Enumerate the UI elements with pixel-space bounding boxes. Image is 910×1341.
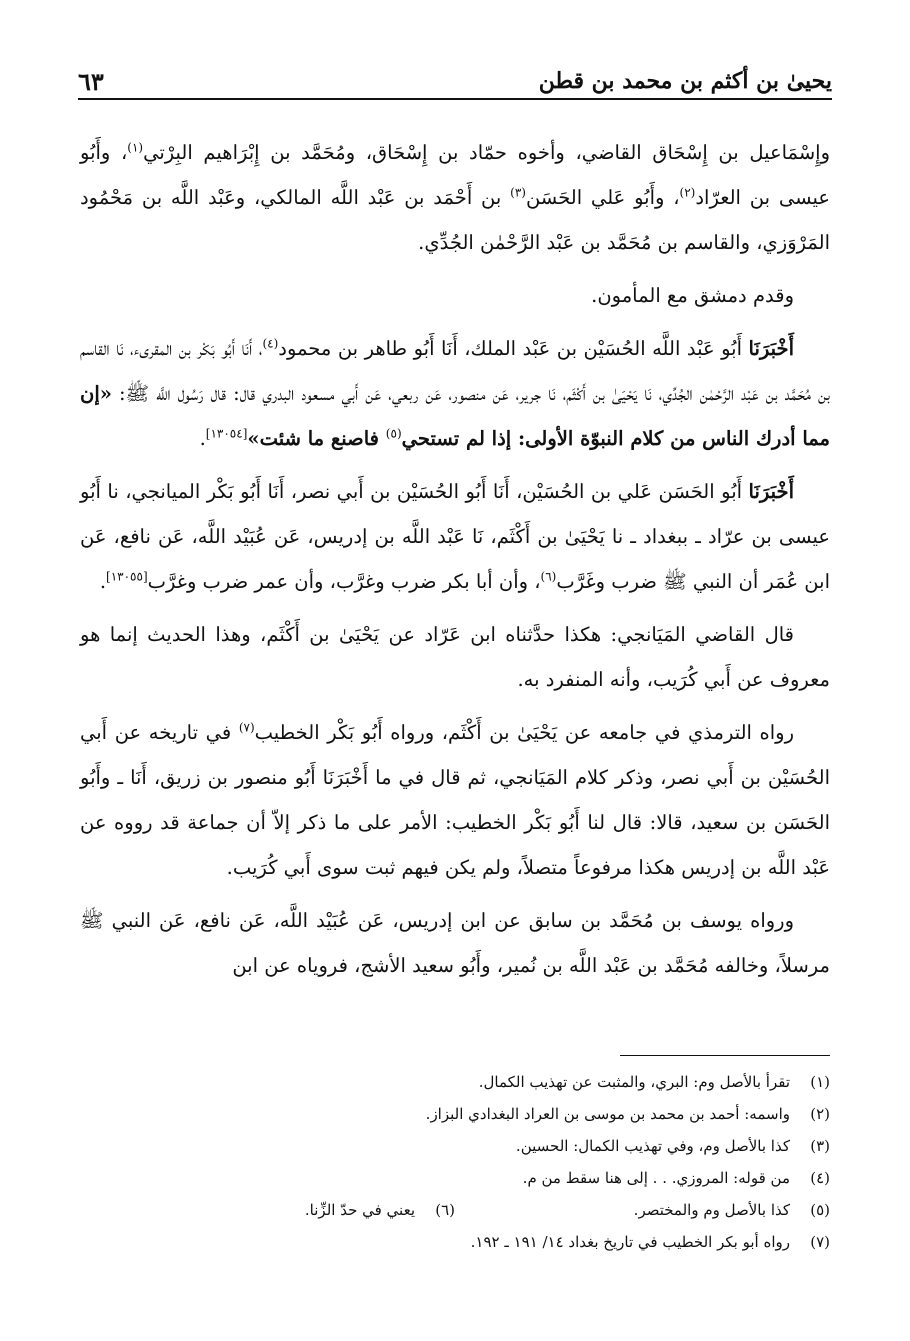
hadith-ref-13055: [١٣٠٥٥]	[106, 569, 148, 584]
paragraph-3	[80, 326, 830, 461]
paragraph-2: وقدم دمشق مع المأمون.	[591, 284, 794, 307]
footnote-num: (١)	[810, 1073, 830, 1091]
footnote-marker-3[interactable]: (٣)	[510, 185, 526, 200]
footnote-7	[80, 1226, 830, 1258]
p4-text2: ، وأن أبا بكر ضرب وغرَّب، وأن عمر ضرب وغرَّب	[147, 570, 541, 593]
footnote-text: من قوله: المروزي. . . إلى هنا سقط من م.	[522, 1169, 790, 1187]
p6-text1: رواه الترمذي في جامعه عن يَحْيَىٰ بن أَكْثَم، ورواه أَبُو بَكْر الخطيب	[254, 721, 795, 744]
footnote-marker-7[interactable]: (٧)	[238, 720, 255, 735]
footnote-marker-1[interactable]: (١)	[127, 140, 144, 155]
footnote-6	[80, 1194, 455, 1226]
paragraph-4	[80, 469, 830, 604]
p1-text1: وإِسْمَاعيل بن إِسْحَاق القاضي، وأخوه حمّاد بن إِسْحَاق، ومُحَمَّد بن إِبْرَاهيم البِرْتي	[143, 141, 830, 164]
footnote-row-5-6	[80, 1194, 830, 1226]
p3-text2: ، أَنَا أَبُو بَكْر بن المقرىء، نَا القاسم بن مُحَمَّد بن عَبْد الرَّحْمٰن الجُدِّي، نَا يَحْيَىٰ بن أَكْثَم، نَا جرير، عَن منصور، عَن ربعي، عَن أَبي مسعود البدري قال: قال رَسُول اللَّه ﷺ:	[80, 337, 830, 405]
footnote-4	[80, 1162, 830, 1194]
footnote-text: كذا بالأصل وم والمختصر.	[633, 1201, 790, 1219]
hadith-ref-13054: [١٣٠٥٤]	[205, 426, 248, 441]
footnote-marker-5[interactable]: (٥)	[385, 426, 402, 441]
footnote-num: (٦)	[435, 1201, 455, 1219]
footnotes	[80, 1066, 830, 1258]
p4-text1: أَبُو الحَسَن عَلي بن الحُسَيْن، أَنَا أَبُو الحُسَيْن بن أَبي نصر، أَنَا أَبُو بَكْر الميانجي، نا أَبُو عيسى بن عرّاد ـ ببغداد ـ نا يَحْيَىٰ بن أَكْثَم، نَا عَبْد اللَّه بن إدريس، عَن عُبَيْد اللَّه، عَن نافع، عَن ابن عُمَر أن النبي ﷺ ضرب وغَرَّب	[80, 480, 830, 593]
footnote-text: واسمه: أحمد بن محمد بن موسى بن العراد البغدادي البزاز.	[425, 1105, 790, 1123]
footnote-num: (٤)	[810, 1169, 830, 1187]
footnote-5	[455, 1194, 830, 1226]
page-number: ٦٣	[78, 67, 104, 96]
hadith-quote-end: فاصنع ما شئت»	[247, 427, 386, 450]
p1-text2: ، وأَبُو عيسى بن العرّاد	[80, 141, 831, 209]
footnote-text: رواه أبو بكر الخطيب في تاريخ بغداد ١٤/ ١٩١ ـ ١٩٢.	[470, 1233, 790, 1251]
footnote-marker-6[interactable]: (٦)	[540, 569, 557, 584]
header-title: يحيىٰ بن أكثم بن محمد بن قطن	[538, 68, 832, 94]
paragraph-6	[80, 710, 830, 890]
p3-lead: أَخْبَرَنَا	[748, 337, 794, 360]
p3-text1: أَبُو عَبْد اللَّه الحُسَيْن بن عَبْد الملك، أَنَا أَبُو طاهر بن محمود	[278, 337, 749, 360]
running-header	[78, 62, 832, 100]
p1-text3: ، وأَبُو عَلي الحَسَن	[525, 186, 680, 209]
footnote-divider	[620, 1055, 830, 1056]
p6-text2: في تاريخه عن أَبي الحُسَيْن بن أَبي نصر، وذكر كلام المَيَانجي، ثم قال في ما أَخْبَرَنَا أَبُو منصور بن زريق، أَنَا ـ وأَبُو الحَسَن بن سعيد، قالا: قال لنا أَبُو بَكْر الخطيب: الأمر على ما ذكر إلاّ أن جماعة قد رووه عن عَبْد اللَّه بن إدريس هكذا مرفوعاً متصلاً، ولم يكن فيهم ثبت سوى أَبي كُرَيب.	[80, 721, 830, 879]
footnote-text: يعني في حدّ الزِّنا.	[304, 1201, 415, 1219]
footnote-num: (٥)	[810, 1201, 830, 1219]
footnote-text: تقرأ بالأصل وم: البري، والمثبت عن تهذيب الكمال.	[478, 1073, 790, 1091]
footnote-num: (٧)	[810, 1233, 830, 1251]
paragraph-1	[80, 130, 830, 265]
footnote-marker-4[interactable]: (٤)	[262, 336, 279, 351]
footnote-num: (٣)	[810, 1137, 830, 1155]
footnote-2	[80, 1098, 830, 1130]
p4-lead: أَخْبَرَنَا	[748, 480, 794, 503]
p3-end: .	[199, 427, 206, 450]
paragraph-7: ورواه يوسف بن مُحَمَّد بن سابق عن ابن إدريس، عَن عُبَيْد اللَّه، عَن نافع، عَن النبي ﷺ مرسلاً، وخالفه مُحَمَّد بن عَبْد اللَّه بن نُمير، وأَبُو سعيد الأشج، فروياه عن ابن	[80, 909, 830, 977]
paragraph-5: قال القاضي المَيَانجي: هكذا حدَّثناه ابن عَرّاد عن يَحْيَىٰ بن أَكْثَم، وهذا الحديث إنما هو معروف عن أَبي كُرَيب، وأنه المنفرد به.	[80, 623, 830, 691]
p4-end: .	[99, 570, 107, 593]
hadith-quote: «إن مما أدرك الناس من كلام النبوّة الأولى: إذا لم تستحي	[80, 382, 830, 450]
main-text	[80, 130, 830, 996]
footnote-marker-2[interactable]: (٢)	[679, 185, 696, 200]
p1-text4: بن أَحْمَد بن عَبْد اللَّه المالكي، وعَبْد اللَّه بن مَحْمُود المَرْوَزي، والقاسم بن مُحَمَّد بن عَبْد الرَّحْمٰن الجُدِّي.	[80, 186, 830, 254]
footnote-3	[80, 1130, 830, 1162]
footnote-text: كذا بالأصل وم، وفي تهذيب الكمال: الحسين.	[515, 1137, 790, 1155]
footnote-num: (٢)	[810, 1105, 830, 1123]
footnote-1	[80, 1066, 830, 1098]
